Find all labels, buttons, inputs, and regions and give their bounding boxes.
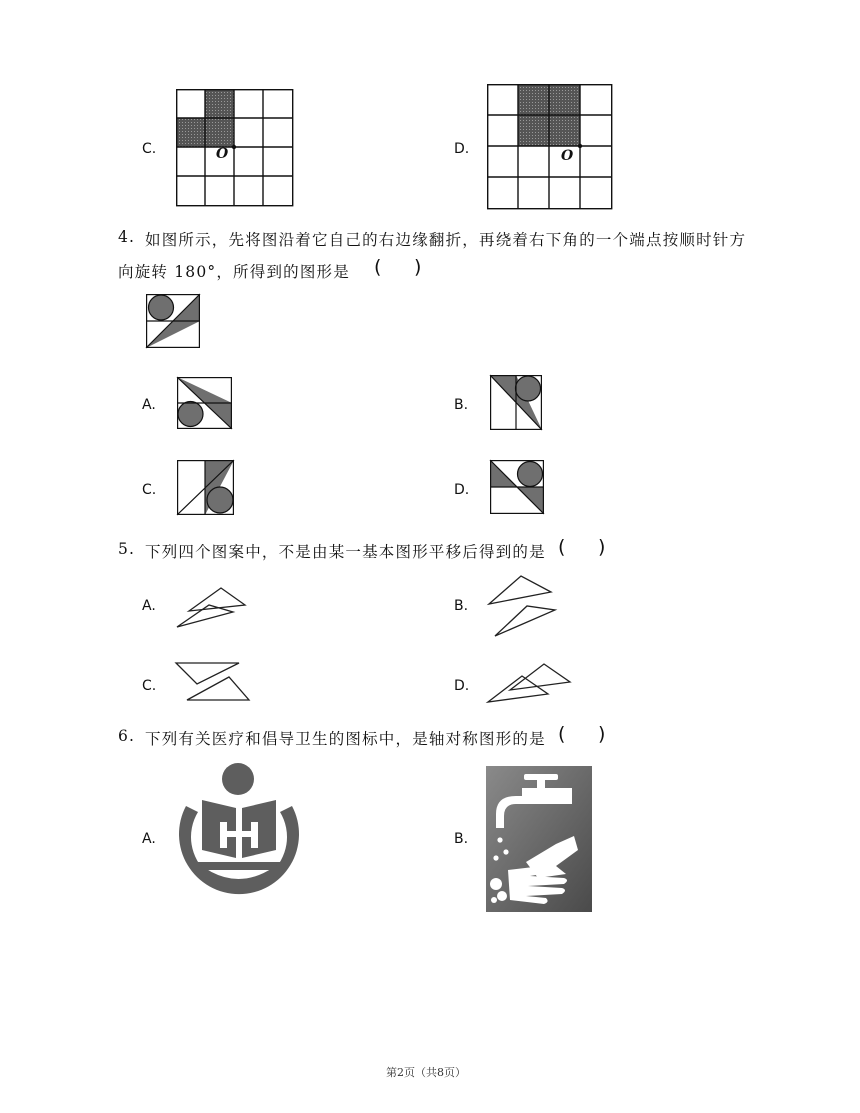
q4-answer-paren-open: ( (374, 256, 382, 278)
q4-option-a-label: A. (142, 397, 156, 413)
q5-text: 下列四个图案中，不是由某一基本图形平移后得到的是 (145, 543, 546, 561)
q5-option-c-label: C. (142, 678, 157, 694)
q4-option-b-label: B. (454, 397, 469, 413)
q6-answer-paren-close: ) (598, 723, 606, 745)
q4-original-figure (146, 294, 200, 348)
q3-d-point-label: O (561, 148, 574, 164)
q5-option-a-label: A. (142, 598, 156, 614)
q5-option-a-figure (175, 585, 250, 630)
q5-option-d-figure (486, 660, 574, 705)
q6-option-b-handwash-icon (486, 766, 592, 912)
q5-option-d-label: D. (454, 678, 470, 694)
q6-option-a-label: A. (142, 831, 156, 847)
q4-answer-paren-close: ) (414, 256, 422, 278)
q3-option-c-grid (176, 89, 294, 207)
q4-option-c-label: C. (142, 482, 157, 498)
q4-option-d-figure (490, 460, 544, 514)
q5-option-b-figure (487, 574, 557, 639)
q5-answer-paren-open: ( (558, 536, 566, 558)
q3-option-d-grid (487, 84, 613, 210)
q5-option-c-figure (173, 660, 253, 705)
q3-option-c-label: C. (142, 141, 157, 157)
q4-text-line1: 如图所示，先将图沿着它自己的右边缘翻折，再绕着右下角的一个端点按顺时针方 (145, 231, 747, 249)
q4-option-d-label: D. (454, 482, 470, 498)
q6-number: 6. (118, 727, 136, 745)
q5-answer-paren-close: ) (598, 536, 606, 558)
q5-number: 5. (118, 540, 136, 558)
q4-option-a-figure (177, 377, 232, 429)
q6-answer-paren-open: ( (558, 723, 566, 745)
q4-text-line2: 向旋转 180°，所得到的图形是 (118, 263, 350, 281)
page-footer: 第2页（共8页） (386, 1066, 466, 1079)
q4-number: 4. (118, 228, 136, 246)
q6-text: 下列有关医疗和倡导卫生的图标中，是轴对称图形的是 (145, 730, 546, 748)
q5-option-b-label: B. (454, 598, 469, 614)
q6-option-a-book-icon (168, 758, 310, 900)
q4-option-c-figure (177, 460, 234, 515)
q3-option-d-label: D. (454, 141, 470, 157)
q6-option-b-label: B. (454, 831, 469, 847)
q4-option-b-figure (490, 375, 542, 430)
q3-c-point-label: O (216, 146, 229, 162)
